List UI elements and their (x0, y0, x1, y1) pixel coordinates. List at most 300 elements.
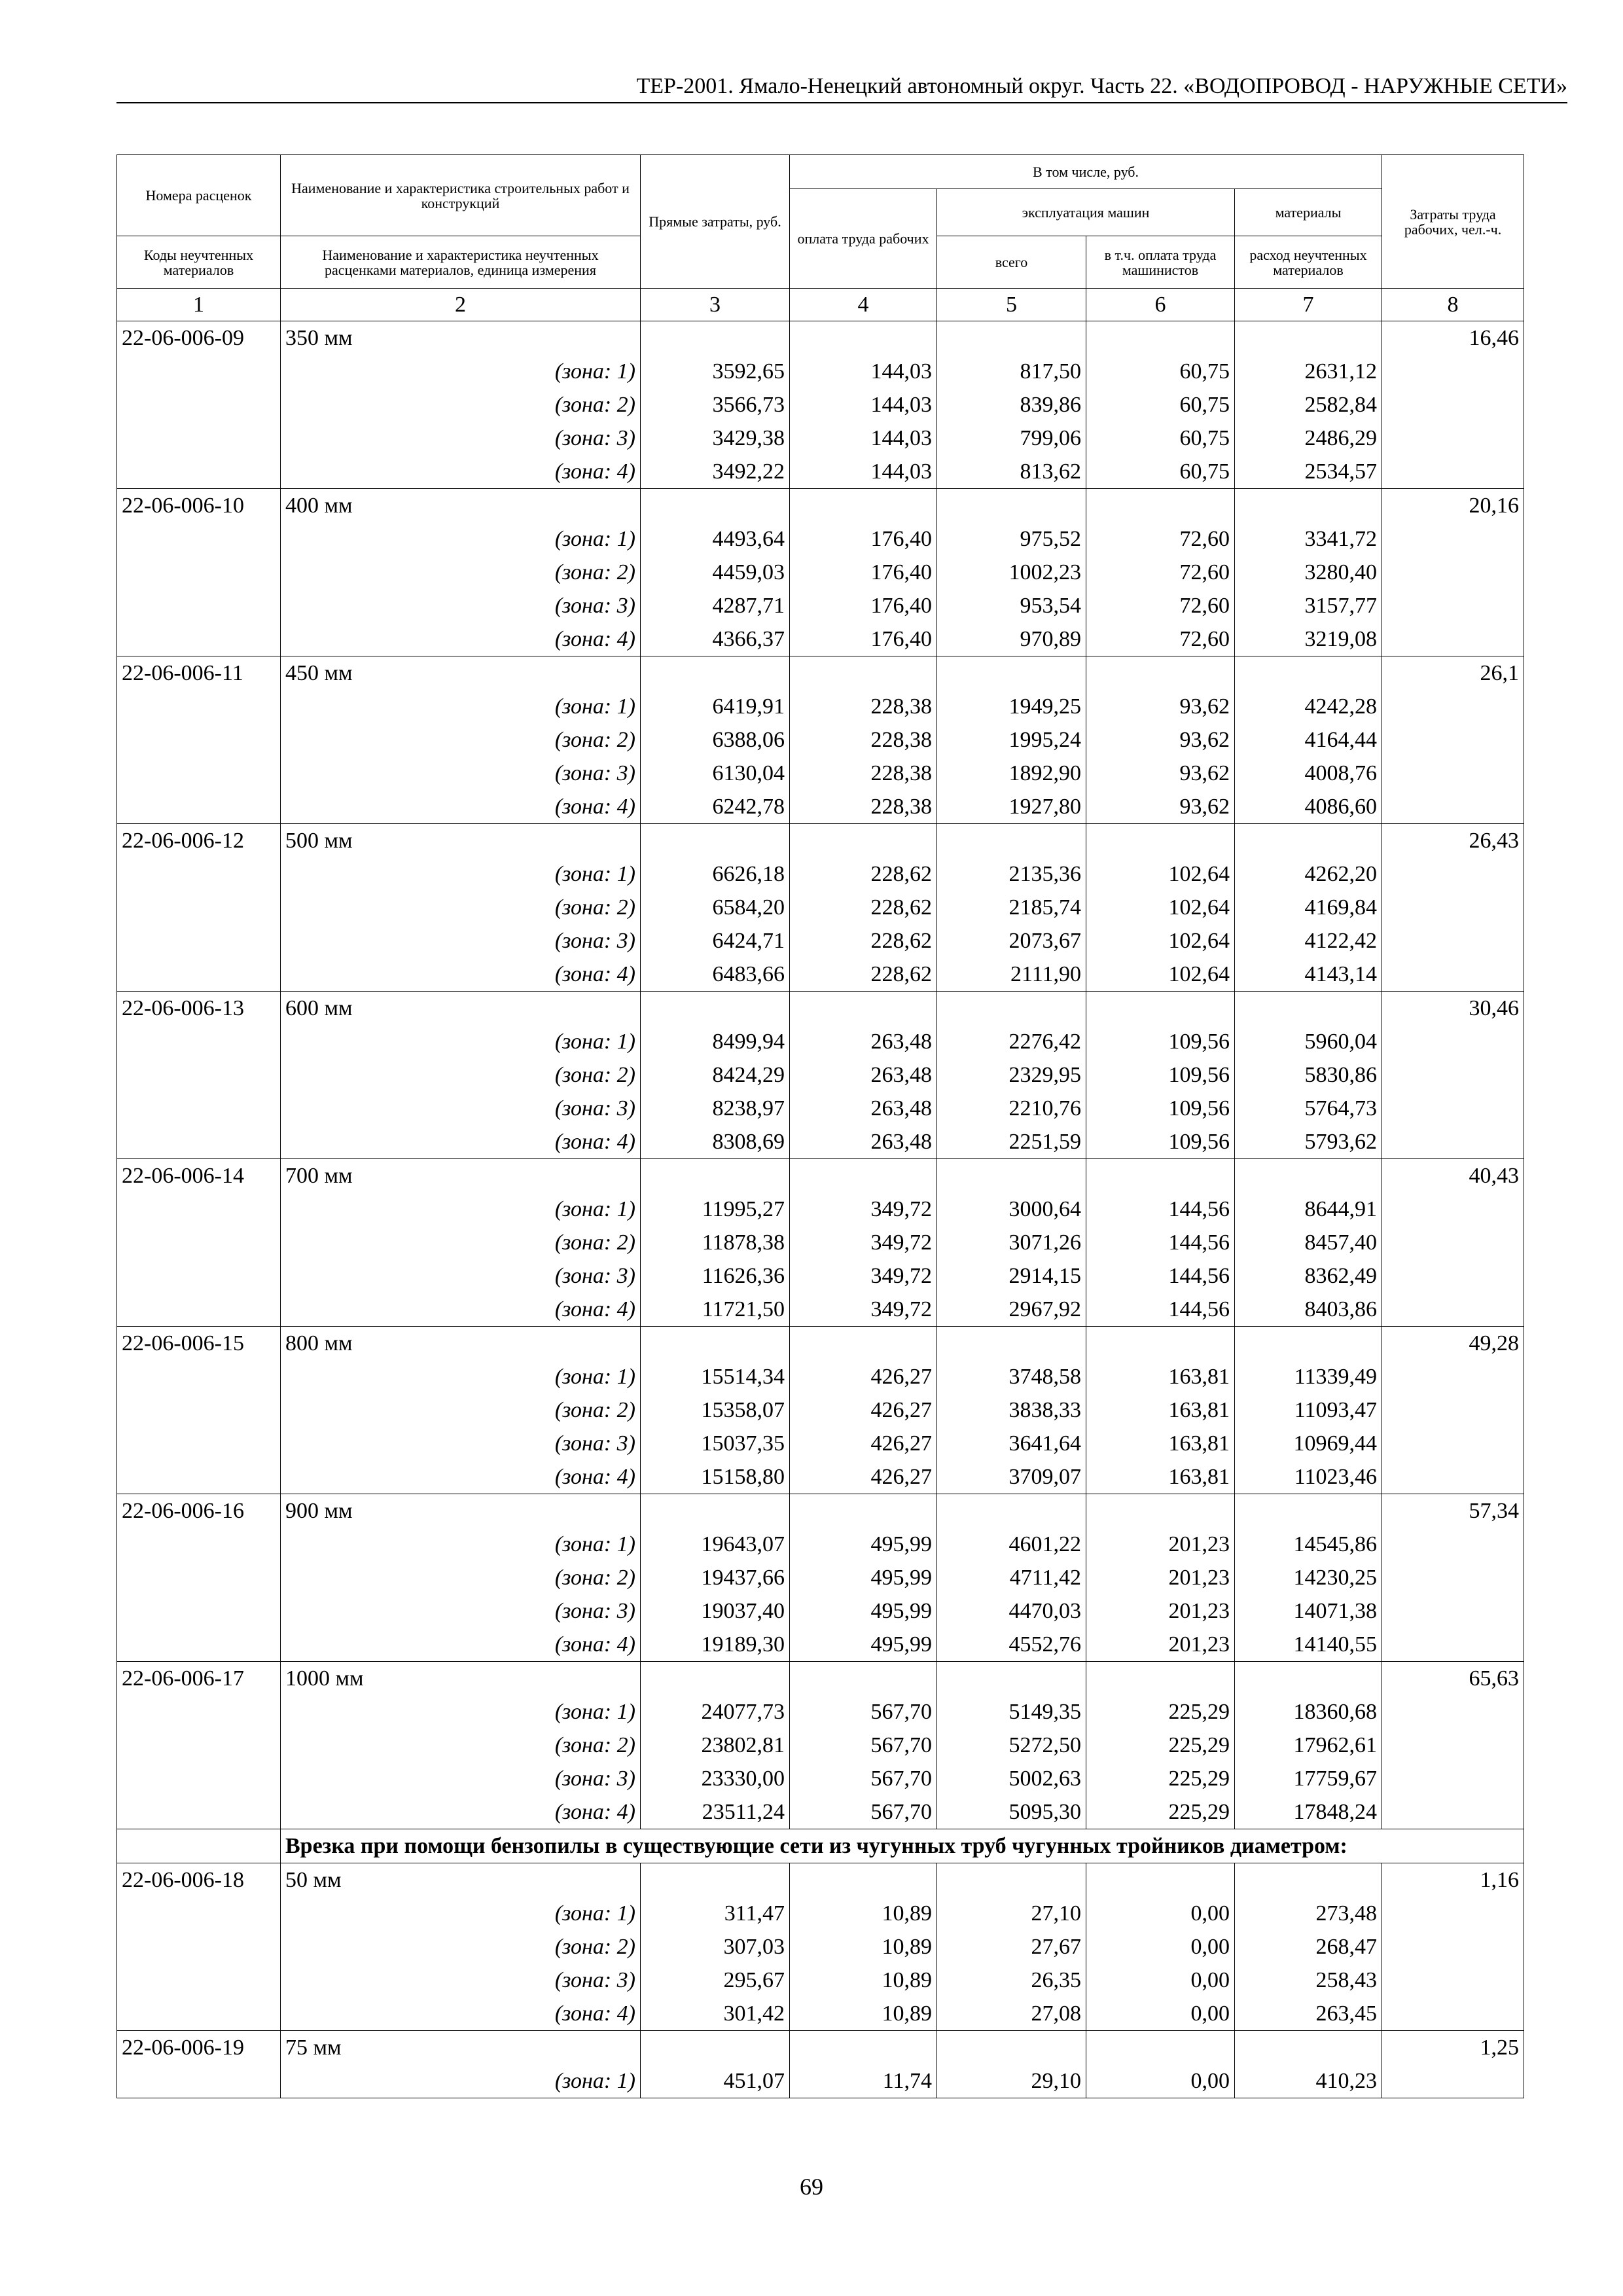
materials-cost: 410,23 (1235, 2064, 1382, 2098)
empty-cell (1086, 2031, 1235, 2065)
direct-cost: 15037,35 (641, 1427, 790, 1460)
rate-code: 22-06-006-15 (117, 1327, 281, 1361)
machines-cost: 2329,95 (937, 1058, 1086, 1092)
zone-label: (зона: 1) (281, 1025, 641, 1058)
zone-row (117, 857, 1524, 891)
materials-cost: 8362,49 (1235, 1259, 1382, 1293)
materials-cost: 14071,38 (1235, 1594, 1382, 1628)
empty-cell (790, 1159, 937, 1193)
rate-code: 22-06-006-16 (117, 1494, 281, 1528)
zone-row (117, 1259, 1524, 1293)
direct-cost: 11626,36 (641, 1259, 790, 1293)
zone-row (117, 556, 1524, 589)
zone-label: (зона: 2) (281, 1393, 641, 1427)
empty-cell (1086, 656, 1235, 691)
empty-cell (1382, 690, 1524, 723)
empty-cell (1382, 1092, 1524, 1125)
rate-code: 22-06-006-18 (117, 1863, 281, 1897)
zone-label: (зона: 3) (281, 422, 641, 455)
direct-cost: 6584,20 (641, 891, 790, 924)
direct-cost: 6242,78 (641, 790, 790, 824)
col1-top-header: Номера расценок (117, 155, 281, 236)
empty-cell (1382, 1360, 1524, 1393)
machines-cost: 3071,26 (937, 1226, 1086, 1259)
wages-cost: 263,48 (790, 1125, 937, 1159)
operators-cost: 163,81 (1086, 1360, 1235, 1393)
page-number: 69 (800, 2174, 823, 2200)
operators-cost: 72,60 (1086, 556, 1235, 589)
zone-label: (зона: 4) (281, 622, 641, 656)
machines-cost: 2276,42 (937, 1025, 1086, 1058)
materials-cost: 3280,40 (1235, 556, 1382, 589)
machines-cost: 2967,92 (937, 1293, 1086, 1327)
empty-cell (1382, 1393, 1524, 1427)
materials-cost: 3219,08 (1235, 622, 1382, 656)
materials-cost: 8644,91 (1235, 1193, 1382, 1226)
materials-header: материалы (1235, 189, 1382, 236)
operators-cost: 60,75 (1086, 455, 1235, 489)
materials-cost: 4242,28 (1235, 690, 1382, 723)
col2-top-header: Наименование и характеристика строительных работ и конструкций (281, 155, 641, 236)
zone-label: (зона: 2) (281, 556, 641, 589)
empty-cell (1382, 355, 1524, 388)
wages-cost: 495,99 (790, 1594, 937, 1628)
zone-row (117, 1393, 1524, 1427)
direct-cost: 19437,66 (641, 1561, 790, 1594)
machines-cost: 1892,90 (937, 757, 1086, 790)
machines-cost: 2135,36 (937, 857, 1086, 891)
zone-label: (зона: 1) (281, 2064, 641, 2098)
empty-cell (1235, 992, 1382, 1026)
empty-cell (1235, 2031, 1382, 2065)
rate-name: 1000 мм (281, 1662, 641, 1696)
machines-cost: 3709,07 (937, 1460, 1086, 1494)
empty-cell (790, 656, 937, 691)
direct-cost: 451,07 (641, 2064, 790, 2098)
wages-cost: 567,70 (790, 1762, 937, 1795)
empty-cell (117, 455, 281, 489)
operators-cost: 201,23 (1086, 1594, 1235, 1628)
machines-cost: 5149,35 (937, 1695, 1086, 1729)
rate-row (117, 2031, 1524, 2065)
zone-label: (зона: 2) (281, 1930, 641, 1964)
machines-cost: 4552,76 (937, 1628, 1086, 1662)
empty-cell (937, 321, 1086, 355)
wages-cost: 10,89 (790, 1964, 937, 1997)
direct-cost: 8499,94 (641, 1025, 790, 1058)
rate-name: 350 мм (281, 321, 641, 355)
empty-cell (1382, 1528, 1524, 1561)
empty-cell (790, 1494, 937, 1528)
zone-row (117, 1125, 1524, 1159)
rate-row (117, 1662, 1524, 1696)
zone-label: (зона: 3) (281, 1762, 641, 1795)
operators-cost: 0,00 (1086, 1897, 1235, 1930)
empty-cell (117, 1393, 281, 1427)
column-number: 2 (281, 289, 641, 321)
operators-cost: 102,64 (1086, 924, 1235, 958)
zone-row (117, 1897, 1524, 1930)
operators-cost: 93,62 (1086, 757, 1235, 790)
operators-cost: 0,00 (1086, 2064, 1235, 2098)
empty-cell (937, 2031, 1086, 2065)
empty-cell (641, 321, 790, 355)
empty-cell (641, 1662, 790, 1696)
materials-cost: 17848,24 (1235, 1795, 1382, 1829)
direct-cost: 24077,73 (641, 1695, 790, 1729)
rate-row (117, 1327, 1524, 1361)
zone-label: (зона: 2) (281, 1226, 641, 1259)
operators-cost: 93,62 (1086, 723, 1235, 757)
direct-cost: 4287,71 (641, 589, 790, 622)
zone-row (117, 1795, 1524, 1829)
zone-label: (зона: 4) (281, 1460, 641, 1494)
empty-cell (117, 1829, 281, 1863)
zone-label: (зона: 4) (281, 1997, 641, 2031)
machines-cost: 2251,59 (937, 1125, 1086, 1159)
direct-cost: 8424,29 (641, 1058, 790, 1092)
empty-cell (1382, 556, 1524, 589)
wages-cost: 144,03 (790, 455, 937, 489)
rate-name: 900 мм (281, 1494, 641, 1528)
rate-name: 450 мм (281, 656, 641, 691)
empty-cell (1086, 1863, 1235, 1897)
materials-cost: 18360,68 (1235, 1695, 1382, 1729)
empty-cell (1382, 1058, 1524, 1092)
materials-cost: 8403,86 (1235, 1293, 1382, 1327)
operators-cost: 60,75 (1086, 355, 1235, 388)
materials-cost: 8457,40 (1235, 1226, 1382, 1259)
operators-cost: 93,62 (1086, 790, 1235, 824)
labor-cost: 65,63 (1382, 1662, 1524, 1696)
column-number: 1 (117, 289, 281, 321)
zone-label: (зона: 1) (281, 1193, 641, 1226)
materials-cost: 14140,55 (1235, 1628, 1382, 1662)
zone-label: (зона: 1) (281, 1360, 641, 1393)
zone-label: (зона: 3) (281, 757, 641, 790)
materials-cost: 4143,14 (1235, 958, 1382, 992)
operators-cost: 225,29 (1086, 1695, 1235, 1729)
zone-label: (зона: 1) (281, 690, 641, 723)
empty-cell (1382, 1762, 1524, 1795)
direct-cost: 4366,37 (641, 622, 790, 656)
empty-cell (937, 1863, 1086, 1897)
col2-bottom-header: Наименование и характеристика неучтенных расценками материалов, единица измерения (281, 236, 641, 289)
empty-cell (1382, 1427, 1524, 1460)
direct-cost: 311,47 (641, 1897, 790, 1930)
empty-cell (641, 489, 790, 523)
wages-cost: 228,62 (790, 958, 937, 992)
rate-row (117, 656, 1524, 691)
machines-cost: 839,86 (937, 388, 1086, 422)
zone-row (117, 2064, 1524, 2098)
wages-cost: 495,99 (790, 1528, 937, 1561)
wages-cost: 263,48 (790, 1058, 937, 1092)
machines-cost: 27,08 (937, 1997, 1086, 2031)
zone-row (117, 589, 1524, 622)
wages-cost: 567,70 (790, 1795, 937, 1829)
rate-row (117, 824, 1524, 858)
wages-cost: 263,48 (790, 1092, 937, 1125)
labor-cost: 1,16 (1382, 1863, 1524, 1897)
empty-cell (1382, 1628, 1524, 1662)
machines-cost: 1002,23 (937, 556, 1086, 589)
column-number: 6 (1086, 289, 1235, 321)
col1-bottom-header: Коды неучтенных материалов (117, 236, 281, 289)
materials-cost: 4169,84 (1235, 891, 1382, 924)
rate-name: 50 мм (281, 1863, 641, 1897)
zone-row (117, 1594, 1524, 1628)
labor-cost: 49,28 (1382, 1327, 1524, 1361)
rate-code: 22-06-006-17 (117, 1662, 281, 1696)
wages-cost: 144,03 (790, 355, 937, 388)
zone-row (117, 1528, 1524, 1561)
materials-cost: 4008,76 (1235, 757, 1382, 790)
zone-row (117, 1695, 1524, 1729)
machines-cost: 2914,15 (937, 1259, 1086, 1293)
machines-cost: 4601,22 (937, 1528, 1086, 1561)
empty-cell (937, 489, 1086, 523)
direct-cost: 6424,71 (641, 924, 790, 958)
machines-cost: 2111,90 (937, 958, 1086, 992)
materials-cost: 273,48 (1235, 1897, 1382, 1930)
materials-cost: 14545,86 (1235, 1528, 1382, 1561)
zone-row (117, 1092, 1524, 1125)
empty-cell (117, 757, 281, 790)
materials-cost: 4164,44 (1235, 723, 1382, 757)
empty-cell (117, 1058, 281, 1092)
empty-cell (937, 824, 1086, 858)
empty-cell (1086, 824, 1235, 858)
zone-label: (зона: 4) (281, 790, 641, 824)
wages-cost: 228,38 (790, 723, 937, 757)
machines-cost: 3000,64 (937, 1193, 1086, 1226)
operators-cost: 109,56 (1086, 1092, 1235, 1125)
wages-cost: 228,62 (790, 857, 937, 891)
wages-cost: 349,72 (790, 1293, 937, 1327)
zone-label: (зона: 1) (281, 1695, 641, 1729)
wages-cost: 144,03 (790, 422, 937, 455)
machines-cost: 2185,74 (937, 891, 1086, 924)
labor-cost: 16,46 (1382, 321, 1524, 355)
machines-cost: 1927,80 (937, 790, 1086, 824)
machines-cost: 953,54 (937, 589, 1086, 622)
machines-cost: 5002,63 (937, 1762, 1086, 1795)
direct-cost: 3592,65 (641, 355, 790, 388)
empty-cell (117, 1795, 281, 1829)
direct-cost: 23330,00 (641, 1762, 790, 1795)
zone-row (117, 388, 1524, 422)
zone-row (117, 1460, 1524, 1494)
zone-label: (зона: 3) (281, 1427, 641, 1460)
empty-cell (117, 1360, 281, 1393)
direct-costs-header: Прямые затраты, руб. (641, 155, 790, 289)
empty-cell (641, 1494, 790, 1528)
empty-cell (117, 1226, 281, 1259)
wages-header: оплата труда рабочих (790, 189, 937, 289)
operators-cost: 109,56 (1086, 1025, 1235, 1058)
zone-row (117, 522, 1524, 556)
empty-cell (641, 992, 790, 1026)
zone-label: (зона: 2) (281, 891, 641, 924)
direct-cost: 19037,40 (641, 1594, 790, 1628)
zone-row (117, 723, 1524, 757)
empty-cell (117, 1259, 281, 1293)
zone-row (117, 1058, 1524, 1092)
zone-row (117, 1561, 1524, 1594)
labor-cost: 26,1 (1382, 656, 1524, 691)
materials-cost: 5830,86 (1235, 1058, 1382, 1092)
operators-cost: 102,64 (1086, 857, 1235, 891)
wages-cost: 228,38 (790, 790, 937, 824)
zone-label: (зона: 3) (281, 1964, 641, 1997)
zone-label: (зона: 3) (281, 1259, 641, 1293)
rate-code: 22-06-006-19 (117, 2031, 281, 2065)
zone-row (117, 1193, 1524, 1226)
rate-name: 75 мм (281, 2031, 641, 2065)
zone-label: (зона: 4) (281, 1628, 641, 1662)
rate-row (117, 321, 1524, 355)
zone-row (117, 1427, 1524, 1460)
materials-cost: 4122,42 (1235, 924, 1382, 958)
zone-label: (зона: 1) (281, 522, 641, 556)
direct-cost: 15158,80 (641, 1460, 790, 1494)
materials-cost: 5764,73 (1235, 1092, 1382, 1125)
empty-cell (641, 1863, 790, 1897)
direct-cost: 6388,06 (641, 723, 790, 757)
wages-cost: 176,40 (790, 522, 937, 556)
machines-cost: 27,10 (937, 1897, 1086, 1930)
empty-cell (117, 2064, 281, 2098)
empty-cell (117, 891, 281, 924)
empty-cell (117, 958, 281, 992)
empty-cell (117, 690, 281, 723)
wages-cost: 10,89 (790, 1897, 937, 1930)
rate-row (117, 489, 1524, 523)
empty-cell (1382, 1193, 1524, 1226)
zone-label: (зона: 3) (281, 924, 641, 958)
wages-cost: 263,48 (790, 1025, 937, 1058)
operators-cost: 144,56 (1086, 1259, 1235, 1293)
direct-cost: 11878,38 (641, 1226, 790, 1259)
machines-cost: 1949,25 (937, 690, 1086, 723)
empty-cell (790, 489, 937, 523)
operators-cost: 201,23 (1086, 1628, 1235, 1662)
empty-cell (117, 589, 281, 622)
materials-cost: 5793,62 (1235, 1125, 1382, 1159)
direct-cost: 8238,97 (641, 1092, 790, 1125)
empty-cell (937, 1662, 1086, 1696)
empty-cell (1235, 656, 1382, 691)
empty-cell (1086, 489, 1235, 523)
column-number: 8 (1382, 289, 1524, 321)
wages-cost: 349,72 (790, 1193, 937, 1226)
column-number: 5 (937, 289, 1086, 321)
empty-cell (937, 1494, 1086, 1528)
operators-cost: 109,56 (1086, 1058, 1235, 1092)
machines-header: эксплуатация машин (937, 189, 1235, 236)
zone-row (117, 924, 1524, 958)
zone-row (117, 891, 1524, 924)
materials-cost: 3341,72 (1235, 522, 1382, 556)
empty-cell (1382, 455, 1524, 489)
rate-name: 400 мм (281, 489, 641, 523)
wages-cost: 349,72 (790, 1259, 937, 1293)
operators-cost: 60,75 (1086, 422, 1235, 455)
direct-cost: 11721,50 (641, 1293, 790, 1327)
empty-cell (117, 790, 281, 824)
zone-row (117, 1226, 1524, 1259)
empty-cell (1086, 1159, 1235, 1193)
operators-cost: 163,81 (1086, 1393, 1235, 1427)
operators-cost: 0,00 (1086, 1964, 1235, 1997)
empty-cell (1382, 422, 1524, 455)
materials-cost: 17962,61 (1235, 1729, 1382, 1762)
empty-cell (1382, 522, 1524, 556)
wages-cost: 426,27 (790, 1393, 937, 1427)
zone-row (117, 1997, 1524, 2031)
materials-cost: 263,45 (1235, 1997, 1382, 2031)
direct-cost: 4493,64 (641, 522, 790, 556)
empty-cell (1382, 757, 1524, 790)
labor-cost: 20,16 (1382, 489, 1524, 523)
wages-cost: 228,38 (790, 690, 937, 723)
direct-cost: 8308,69 (641, 1125, 790, 1159)
zone-label: (зона: 2) (281, 1058, 641, 1092)
machines-cost: 4470,03 (937, 1594, 1086, 1628)
machines-cost: 3641,64 (937, 1427, 1086, 1460)
empty-cell (117, 1193, 281, 1226)
machines-cost: 1995,24 (937, 723, 1086, 757)
empty-cell (1086, 1494, 1235, 1528)
empty-cell (937, 992, 1086, 1026)
direct-cost: 307,03 (641, 1930, 790, 1964)
materials-cost: 2582,84 (1235, 388, 1382, 422)
direct-cost: 3429,38 (641, 422, 790, 455)
column-numbers-row (117, 289, 1524, 321)
wages-cost: 228,62 (790, 924, 937, 958)
direct-cost: 295,67 (641, 1964, 790, 1997)
empty-cell (117, 924, 281, 958)
empty-cell (117, 1561, 281, 1594)
empty-cell (117, 1729, 281, 1762)
empty-cell (1235, 321, 1382, 355)
empty-cell (641, 1327, 790, 1361)
rate-code: 22-06-006-09 (117, 321, 281, 355)
wages-cost: 228,38 (790, 757, 937, 790)
zone-label: (зона: 3) (281, 1594, 641, 1628)
empty-cell (1382, 1259, 1524, 1293)
empty-cell (1382, 1125, 1524, 1159)
empty-cell (1235, 824, 1382, 858)
rate-row (117, 992, 1524, 1026)
rate-row (117, 1863, 1524, 1897)
wages-cost: 426,27 (790, 1460, 937, 1494)
machines-total-header: всего (937, 236, 1086, 289)
materials-cost: 4262,20 (1235, 857, 1382, 891)
empty-cell (1382, 723, 1524, 757)
wages-cost: 176,40 (790, 589, 937, 622)
empty-cell (1235, 489, 1382, 523)
empty-cell (790, 992, 937, 1026)
section-row (117, 1829, 1524, 1863)
zone-label: (зона: 4) (281, 1795, 641, 1829)
direct-cost: 15514,34 (641, 1360, 790, 1393)
empty-cell (117, 1092, 281, 1125)
empty-cell (117, 1125, 281, 1159)
rate-name: 700 мм (281, 1159, 641, 1193)
zone-row (117, 622, 1524, 656)
